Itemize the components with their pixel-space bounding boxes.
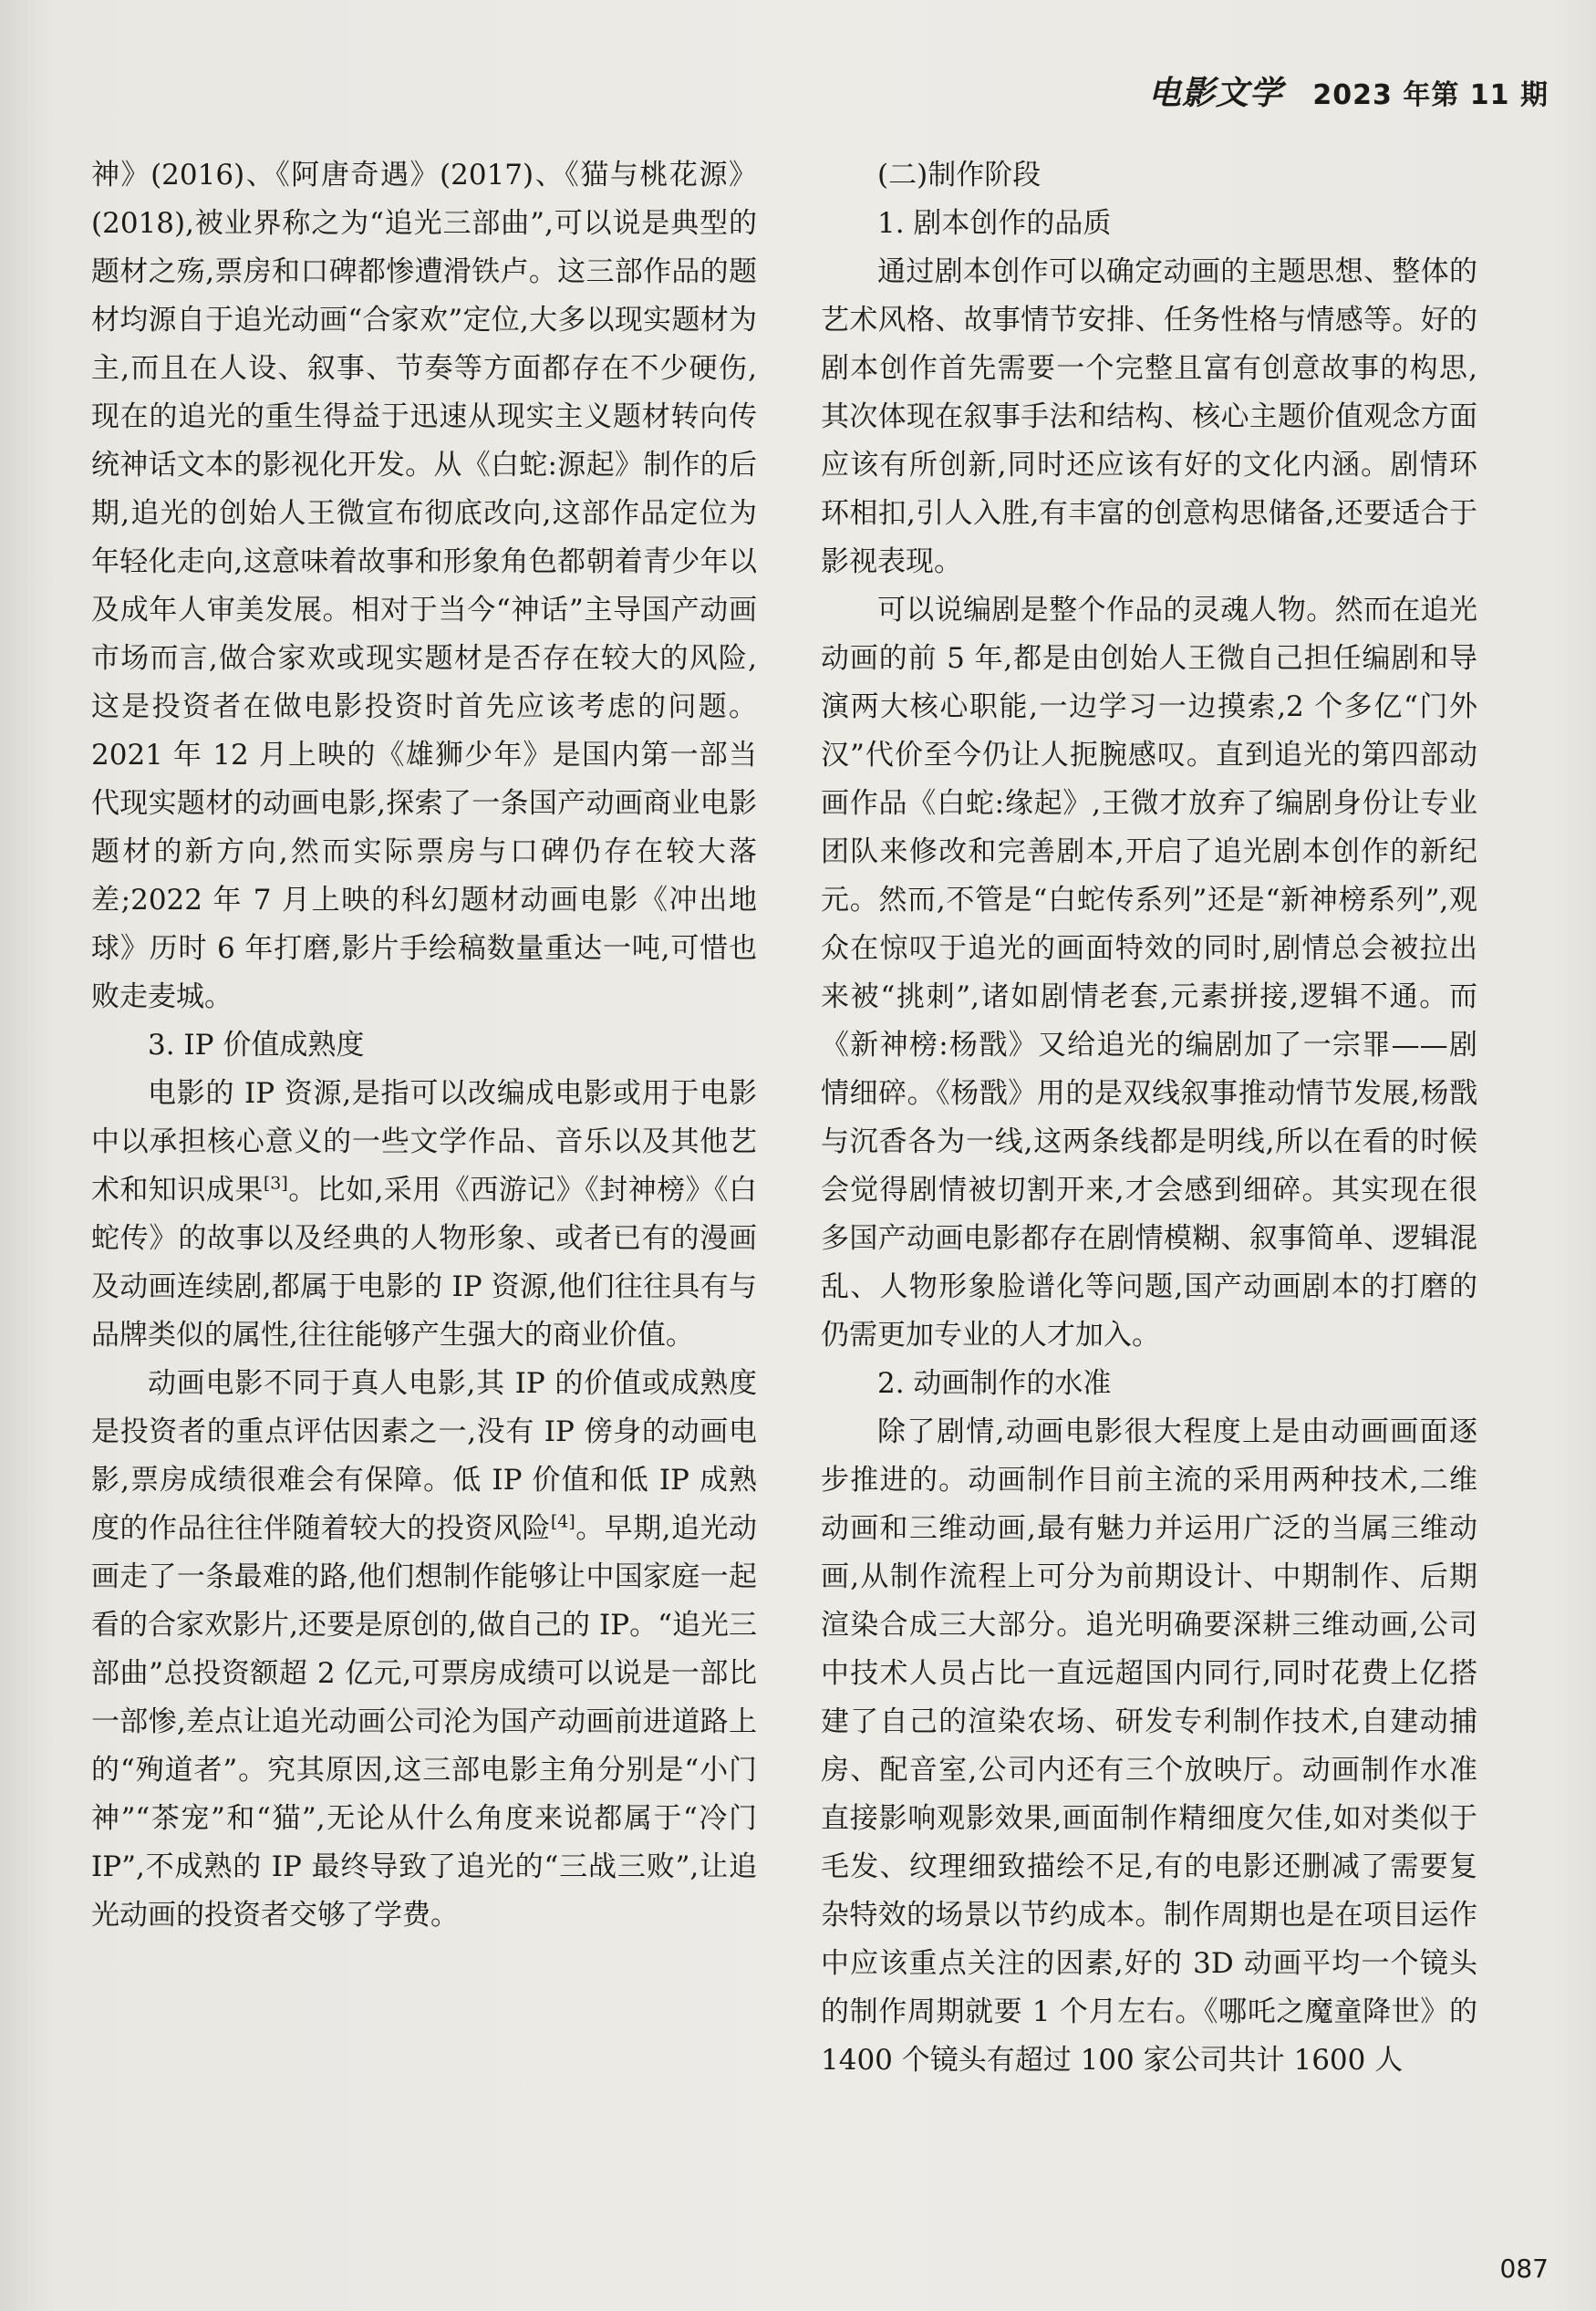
reference-3: [3]	[263, 1173, 288, 1194]
paragraph-left-2	[91, 1070, 757, 1360]
paragraph-right-3: 除了剧情,动画电影很大程度上是由动画画面逐步推进的。动画制作目前主流的采用两种技术,二维动画和三维动画,最有魅力并运用广泛的当属三维动画,从制作流程上可分为前期设计、中期制作、后期渲染合成三大部分。追光明确要深耕三维动画,公司中技术人员占比一直远超国内同行,同时花费上亿搭建了自己的渲染农场、研发专利制作技术,自建动捕房、配音室,公司内还有三个放映厅。动画制作水准直接影响观影效果,画面制作精细度欠佳,如对类似于毛发、纹理细致描绘不足,有的电影还删减了需要复杂特效的场景以节约成本。制作周期也是在项目运作中应该重点关注的因素,好的 3D 动画平均一个镜头的制作周期就要 1 个月左右。《哪吒之魔童降世》的 1400 个镜头有超过 100 家公司共计 1600 人	[821, 1415, 1477, 2077]
paragraph-left-3-text: 动画电影不同于真人电影,其 IP 的价值或成熟度是投资者的重点评估因素之一,没有 IP 傍身的动画电影,票房成绩很难会有保障。低 IP 价值和低 IP 成熟度的作品往往伴随着较大的投资风险	[91, 1367, 757, 1545]
issue-label: 2023 年第 11 期	[1312, 79, 1549, 111]
left-column	[91, 151, 757, 1940]
section-heading-animation: 2. 动画制作的水准	[877, 1367, 1112, 1400]
page-number: 087	[1499, 2254, 1549, 2284]
paragraph-left-3-text-b: 。早期,追光动画走了一条最难的路,他们想制作能够让中国家庭一起看的合家欢影片,还要是原创的,做自己的 IP。“追光三部曲”总投资额超 2 亿元,可票房成绩可以说是一部比一部惨,差点让追光动画公司沦为国产动画前进道路上的“殉道者”。究其原因,这三部电影主角分别是“小门神”“茶宠”和“猫”,无论从什么角度来说都属于“冷门 IP”,不成熟的 IP 最终导致了追光的“三战三败”,让追光动画的投资者交够了学费。	[91, 1512, 758, 1932]
running-header	[1148, 67, 1549, 114]
right-column	[821, 151, 1477, 2085]
section-heading-production: (二)制作阶段	[877, 159, 1042, 192]
paragraph-left-2-text: 电影的 IP 资源,是指可以改编成电影或用于电影中以承担核心意义的一些文学作品、音乐以及其他艺术和知识成果	[91, 1077, 757, 1207]
section-heading-ip: 3. IP 价值成熟度	[148, 1029, 365, 1062]
paragraph-left-1: 神》(2016)、《阿唐奇遇》(2017)、《猫与桃花源》(2018),被业界称之为“追光三部曲”,可以说是典型的题材之殇,票房和口碑都惨遭滑铁卢。这三部作品的题材均源自于追光动画“合家欢”定位,大多以现实题材为主,而且在人设、叙事、节奏等方面都存在不少硬伤,现在的追光的重生得益于迅速从现实主义题材转向传统神话文本的影视化开发。从《白蛇:源起》制作的后期,追光的创始人王微宣布彻底改向,这部作品定位为年轻化走向,这意味着故事和形象角色都朝着青少年以及成年人审美发展。相对于当今“神话”主导国产动画市场而言,做合家欢或现实题材是否存在较大的风险,这是投资者在做电影投资时首先应该考虑的问题。2021 年 12 月上映的《雄狮少年》是国内第一部当代现实题材的动画电影,探索了一条国产动画商业电影题材的新方向,然而实际票房与口碑仍存在较大落差;2022 年 7 月上映的科幻题材动画电影《冲出地球》历时 6 年打磨,影片手绘稿数量重达一吨,可惜也败走麦城。	[91, 159, 757, 1013]
paragraph-right-2: 可以说编剧是整个作品的灵魂人物。然而在追光动画的前 5 年,都是由创始人王微自己担任编剧和导演两大核心职能,一边学习一边摸索,2 个多亿“门外汉”代价至今仍让人扼腕感叹。直到追光的第四部动画作品《白蛇:缘起》,王微才放弃了编剧身份让专业团队来修改和完善剧本,开启了追光剧本创作的新纪元。然而,不管是“白蛇传系列”还是“新神榜系列”,观众在惊叹于追光的画面特效的同时,剧情总会被拉出来被“挑刺”,诸如剧情老套,元素拼接,逻辑不通。而《新神榜:杨戬》又给追光的编剧加了一宗罪——剧情细碎。《杨戬》用的是双线叙事推动情节发展,杨戬与沉香各为一线,这两条线都是明线,所以在看的时候会觉得剧情被切割开来,才会感到细碎。其实现在很多国产动画电影都存在剧情模糊、叙事简单、逻辑混乱、人物形象脸谱化等问题,国产动画剧本的打磨的仍需更加专业的人才加入。	[821, 594, 1477, 1352]
section-heading-script: 1. 剧本创作的品质	[877, 207, 1112, 240]
paragraph-left-2-text-b: 。比如,采用《西游记》《封神榜》《白蛇传》的故事以及经典的人物形象、或者已有的漫画及动画连续剧,都属于电影的 IP 资源,他们往往具有与品牌类似的属性,往往能够产生强大的商业价值。	[91, 1174, 758, 1352]
reference-4: [4]	[550, 1511, 575, 1532]
paragraph-right-1: 通过剧本创作可以确定动画的主题思想、整体的艺术风格、故事情节安排、任务性格与情感等。好的剧本创作首先需要一个完整且富有创意故事的构思,其次体现在叙事手法和结构、核心主题价值观念方面应该有所创新,同时还应该有好的文化内涵。剧情环环相扣,引人入胜,有丰富的创意构思储备,还要适合于影视表现。	[821, 255, 1477, 578]
journal-name: 电影文学	[1147, 74, 1283, 112]
paragraph-left-3	[91, 1360, 757, 1940]
